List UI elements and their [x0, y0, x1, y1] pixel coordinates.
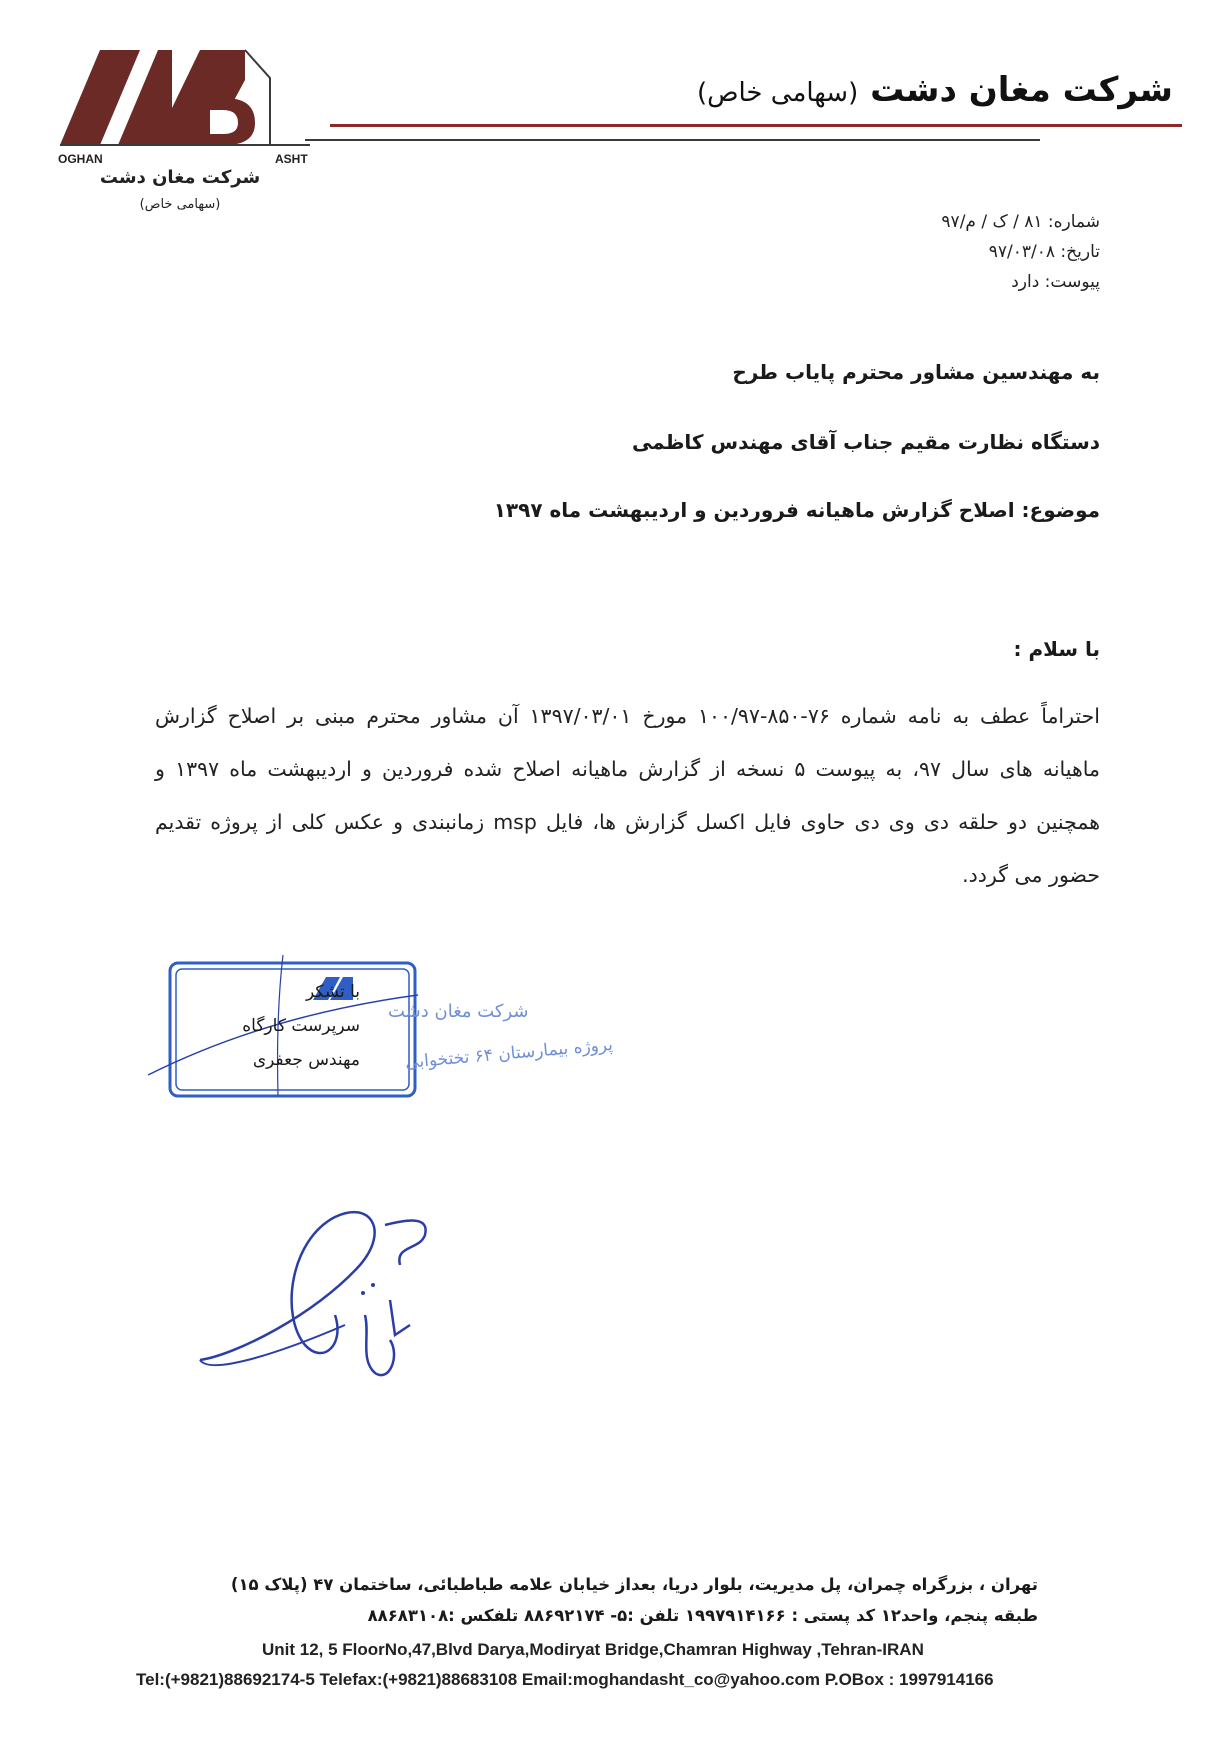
handwritten-signature — [195, 1205, 445, 1390]
footer-address-fa: تهران ، بزرگراه چمران، پل مدیریت، بلوار دریا، بعداز خیابان علامه طباطبائی، ساختمان ۴۷ (پلاک ۱۵) — [230, 1575, 1038, 1594]
stamp-line2: پروژه بیمارستان ۶۴ تختخوابی — [404, 1034, 614, 1073]
logo-right-word: ASHT — [275, 152, 308, 166]
footer-contact-fa: طبقه پنجم، واحد۱۲ کد پستی : ۱۹۹۷۹۱۴۱۶۶ تلفن :۵- ۸۸۶۹۲۱۷۴ تلفکس :۸۸۶۸۳۱۰۸ — [367, 1606, 1038, 1625]
letter-attachment: پیوست: دارد — [1011, 272, 1100, 292]
logo-company-type: (سهامی خاص) — [139, 197, 221, 212]
company-type: (سهامی خاص) — [696, 78, 859, 108]
body-paragraph: احتراماً عطف به نامه شماره ۷۶-۸۵۰-۱۰۰/۹۷ مورخ ۱۳۹۷/۰۳/۰۱ آن مشاور محترم مبنی بر اصلاح گزارش ماهیانه های سال ۹۷، به پیوست ۵ نسخه از گزارش ماهیانه اصلاح شده فروردین و اردیبهشت ماه ۱۳۹۷ و همچنین دو حلقه دی وی دی حاوی فایل اکسل گزارش ها، فایل msp زمانبندی و عکس کلی از پروژه تقدیم حضور می گردد. — [155, 704, 1101, 887]
signature-icon — [195, 1205, 445, 1390]
logo-left-word: OGHAN — [58, 152, 103, 166]
logo-company-name: شرکت مغان دشت — [99, 167, 261, 188]
header-rule — [330, 124, 1182, 127]
company-title: شرکت مغان دشت — [870, 70, 1173, 110]
addressee-line: به مهندسین مشاور محترم پایاب طرح — [732, 360, 1100, 384]
letter-number: شماره: ۸۱ / ک / م/۹۷ — [941, 212, 1100, 232]
company-logo — [60, 48, 310, 223]
footer-contact-en: Tel:(+9821)88692174-5 Telefax:(+9821)88683108 Email:moghandasht_co@yahoo.com P.OBox : 1997914166 — [136, 1670, 994, 1689]
closing-block — [225, 975, 360, 1077]
greeting: با سلام : — [1013, 637, 1100, 661]
header-rule-secondary — [305, 139, 1040, 141]
company-heading — [697, 70, 1173, 110]
closing-role: سرپرست کارگاه — [242, 1016, 360, 1036]
letter-subject: موضوع: اصلاح گزارش ماهیانه فروردین و اردیبهشت ماه ۱۳۹۷ — [493, 498, 1100, 522]
stamp-line1: شرکت مغان دشت — [388, 1001, 529, 1022]
letter-date: تاریخ: ۹۷/۰۳/۰۸ — [988, 242, 1100, 262]
logo-mark-icon — [60, 48, 310, 223]
addressee-attention: دستگاه نظارت مقیم جناب آقای مهندس کاظمی — [631, 430, 1100, 454]
closing-name: مهندس جعفری — [252, 1050, 360, 1070]
footer-address-en: Unit 12, 5 FloorNo,47,Blvd Darya,Modiryat Bridge,Chamran Highway ,Tehran-IRAN — [262, 1640, 924, 1659]
closing-thanks: با تشکر — [306, 982, 360, 1002]
